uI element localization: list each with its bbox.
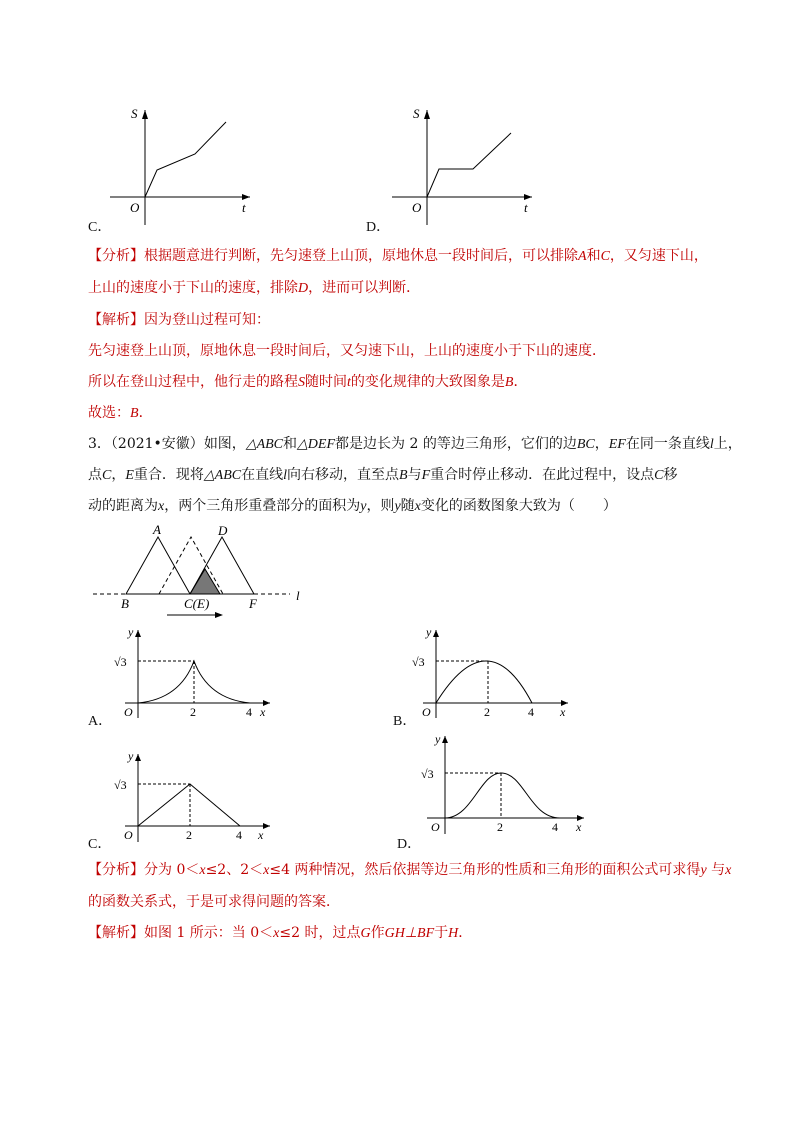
label-ce: C(E) bbox=[184, 596, 210, 611]
graph-c bbox=[85, 100, 265, 235]
option-d-label: D． bbox=[366, 220, 391, 235]
option-c-graph bbox=[110, 748, 280, 848]
q2-solution-line3: 所以在登山过程中，他行走的路程S随时间t的变化规律的大致图象是B． bbox=[88, 374, 528, 390]
origin-label: O bbox=[130, 200, 140, 215]
option-c-label: C． bbox=[88, 837, 112, 852]
tick-4: 4 bbox=[236, 828, 242, 842]
label-f: F bbox=[249, 596, 257, 611]
q3-solution-line1: 【解析】如图 1 所示：当 0＜x≤2 时，过点G作GH⊥BF于H． bbox=[88, 925, 473, 941]
option-a-svg bbox=[110, 622, 280, 722]
y-axis-arrow bbox=[135, 630, 141, 637]
origin-label: O bbox=[431, 820, 440, 834]
option-a-label: A． bbox=[88, 714, 113, 729]
tick-4: 4 bbox=[552, 820, 558, 834]
axis-y-label: y bbox=[128, 625, 134, 639]
axis-x-label: x bbox=[260, 705, 266, 719]
option-c-svg bbox=[110, 748, 280, 848]
q2-solution-intro: 【解析】因为登山过程可知： bbox=[88, 312, 270, 328]
x-axis-arrow bbox=[263, 823, 270, 829]
option-d-graph bbox=[412, 730, 592, 838]
overlap-region bbox=[190, 569, 220, 594]
q3-analysis-line1: 【分析】分为 0＜x≤2、2＜x≤4 两种情况，然后依据等边三角形的性质和三角形的面积公式可求得y 与x bbox=[88, 862, 732, 878]
graph-d-container bbox=[367, 100, 547, 235]
option-d-svg bbox=[412, 730, 592, 838]
axis-y-label: y bbox=[426, 625, 432, 639]
origin-label: O bbox=[124, 705, 133, 719]
analysis-tag: 【分析】 bbox=[88, 248, 144, 264]
tick-2: 2 bbox=[484, 705, 490, 719]
analysis-tag: 【分析】 bbox=[88, 862, 144, 878]
label-a: A bbox=[153, 522, 161, 537]
sqrt3-label: √3 bbox=[114, 655, 127, 669]
triangle-abc bbox=[126, 537, 190, 594]
graph-d-curve bbox=[427, 133, 511, 197]
q2-analysis-line1: 【分析】根据题意进行判断，先匀速登上山顶，原地休息一段时间后，可以排除A和C，又匀速下山， bbox=[88, 248, 708, 264]
option-a-graph bbox=[110, 622, 280, 722]
option-c-label: C． bbox=[88, 220, 112, 235]
q3-stem-line2: 点C，E重合．现将△ABC在直线l向右移动，直至点B与F重合时停止移动．在此过程中，设点C移 bbox=[88, 467, 678, 483]
tick-2: 2 bbox=[190, 705, 196, 719]
tick-4: 4 bbox=[246, 705, 252, 719]
q2-answer: 故选：B． bbox=[88, 405, 153, 421]
triangle-figure-svg bbox=[85, 520, 325, 625]
axis-y-label: S bbox=[131, 106, 138, 121]
y-axis-arrow bbox=[135, 754, 141, 761]
q2-analysis-line2: 上山的速度小于下山的速度，排除D，进而可以判断． bbox=[88, 280, 421, 296]
axis-y-label: S bbox=[413, 106, 420, 121]
graph-d bbox=[367, 100, 547, 235]
label-d: D bbox=[218, 523, 228, 538]
sqrt3-label: √3 bbox=[421, 767, 434, 781]
triangle-figure bbox=[85, 520, 325, 625]
option-b-graph bbox=[408, 622, 578, 722]
q3-stem-line3: 动的距离为x，两个三角形重叠部分的面积为y，则y随x变化的函数图象大致为（ ） bbox=[88, 498, 617, 514]
y-axis-arrow bbox=[142, 110, 148, 119]
y-axis-arrow bbox=[433, 630, 439, 637]
option-c-curve bbox=[138, 784, 240, 826]
axis-x-label: t bbox=[524, 200, 528, 215]
axis-x-label: t bbox=[242, 200, 246, 215]
question-source: （2021•安徽） bbox=[110, 436, 204, 452]
option-b-svg bbox=[408, 622, 578, 722]
solution-tag: 【解析】 bbox=[88, 925, 144, 941]
axis-x-label: x bbox=[560, 705, 566, 719]
q3-stem-line1: 3．（2021•安徽）如图，△ABC和△DEF都是边长为 2 的等边三角形，它们的边BC，EF在同一条直线l上， bbox=[88, 436, 742, 452]
solution-tag: 【解析】 bbox=[88, 312, 144, 328]
q3-analysis-line2: 的函数关系式，于是可求得问题的答案． bbox=[88, 894, 340, 910]
option-d-label: D． bbox=[397, 837, 422, 852]
label-b: B bbox=[121, 596, 129, 611]
option-b-curve bbox=[436, 661, 532, 703]
origin-label: O bbox=[412, 200, 422, 215]
axis-x-label: x bbox=[258, 828, 264, 842]
axis-y-label: y bbox=[128, 749, 134, 763]
axis-x-label: x bbox=[576, 820, 582, 834]
move-arrow-head bbox=[215, 612, 223, 618]
option-d-curve bbox=[445, 773, 560, 818]
y-axis-arrow bbox=[424, 110, 430, 119]
option-b-label: B． bbox=[393, 714, 417, 729]
origin-label: O bbox=[422, 705, 431, 719]
graph-c-curve bbox=[145, 122, 226, 197]
axis-y-label: y bbox=[435, 732, 441, 746]
tick-4: 4 bbox=[528, 705, 534, 719]
label-l: l bbox=[296, 588, 300, 603]
sqrt3-label: √3 bbox=[114, 778, 127, 792]
origin-label: O bbox=[124, 828, 133, 842]
tick-2: 2 bbox=[497, 820, 503, 834]
sqrt3-label: √3 bbox=[412, 655, 425, 669]
question-number: 3． bbox=[88, 436, 111, 452]
tick-2: 2 bbox=[186, 828, 192, 842]
q2-solution-line2: 先匀速登上山顶，原地休息一段时间后，又匀速下山，上山的速度小于下山的速度． bbox=[88, 343, 606, 359]
y-axis-arrow bbox=[442, 736, 448, 743]
graph-c-container bbox=[85, 100, 265, 235]
